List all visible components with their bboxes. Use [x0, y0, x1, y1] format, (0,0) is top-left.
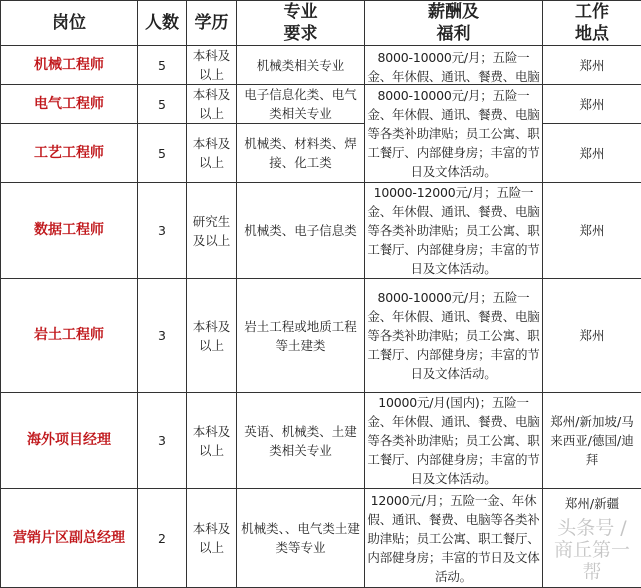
count-cell: 3 — [138, 279, 187, 393]
table-row — [1, 183, 641, 279]
count-cell: 5 — [138, 124, 187, 183]
major-cell: 英语、机械类、土建类相关专业 — [237, 393, 365, 489]
position-cell: 机械工程师 — [1, 46, 138, 85]
salary-text: 8000-10000元/月；五险一金、年休假、通讯、餐费、电脑 — [367, 48, 540, 83]
position-cell: 营销片区副总经理 — [1, 489, 138, 588]
location-cell: 郑州/新加坡/马来西亚/德国/迪拜 — [543, 393, 641, 489]
count-cell: 5 — [138, 46, 187, 85]
table-row — [1, 124, 641, 183]
watermark: 头条号 / 商丘第一帮 — [545, 517, 639, 583]
education-cell: 研究生及以上 — [187, 183, 237, 279]
position-cell: 数据工程师 — [1, 183, 138, 279]
salary-cell — [365, 46, 543, 85]
major-cell: 机械类、、电气类土建类等专业 — [237, 489, 365, 588]
position-cell: 海外项目经理 — [1, 393, 138, 489]
header-education: 学历 — [187, 1, 237, 46]
count-cell: 3 — [138, 183, 187, 279]
header-row — [1, 1, 641, 46]
table-row — [1, 279, 641, 393]
education-cell: 本科及以上 — [187, 85, 237, 124]
major-cell: 岩土工程或地质工程等土建类 — [237, 279, 365, 393]
position-cell: 工艺工程师 — [1, 124, 138, 183]
salary-cell: 12000元/月；五险一金、年休假、通讯、餐费、电脑等各类补助津贴；员工公寓、职工餐厅、内部健身房；丰富的节日及文体活动。 — [365, 489, 543, 588]
salary-cell: 8000-10000元/月；五险一金、年休假、通讯、餐费、电脑等各类补助津贴；员工公寓、职工餐厅、内部健身房；丰富的节日及文体活动。 — [365, 279, 543, 393]
education-cell: 本科及以上 — [187, 124, 237, 183]
header-count: 人数 — [138, 1, 187, 46]
salary-cell: 8000-10000元/月；五险一金、年休假、通讯、餐费、电脑等各类补助津贴；员工公寓、职工餐厅、内部健身房；丰富的节日及文体活动。 — [365, 85, 543, 183]
location-cell: 郑州 — [543, 85, 641, 124]
location-cell: 郑州 — [543, 124, 641, 183]
education-cell: 本科及以上 — [187, 46, 237, 85]
count-cell: 5 — [138, 85, 187, 124]
table-row — [1, 489, 641, 588]
location-cell: 郑州 — [543, 183, 641, 279]
major-cell: 机械类、材料类、焊接、化工类 — [237, 124, 365, 183]
position-cell: 岩土工程师 — [1, 279, 138, 393]
count-cell: 2 — [138, 489, 187, 588]
salary-cell: 10000元/月(国内)；五险一金、年休假、通讯、餐费、电脑等各类补助津贴；员工公寓、职工餐厅、内部健身房；丰富的节日及文体活动。 — [365, 393, 543, 489]
education-cell: 本科及以上 — [187, 489, 237, 588]
header-major: 专业 要求 — [237, 1, 365, 46]
location-cell: 郑州 — [543, 279, 641, 393]
position-cell: 电气工程师 — [1, 85, 138, 124]
salary-cell: 10000-12000元/月；五险一金、年休假、通讯、餐费、电脑等各类补助津贴；员工公寓、职工餐厅、内部健身房；丰富的节日及文体活动。 — [365, 183, 543, 279]
table-row — [1, 393, 641, 489]
education-cell: 本科及以上 — [187, 279, 237, 393]
header-location: 工作 地点 — [543, 1, 641, 46]
major-cell: 机械类相关专业 — [237, 46, 365, 85]
count-cell: 3 — [138, 393, 187, 489]
location-cell: 郑州 — [543, 46, 641, 85]
location-text: 郑州/新疆 — [545, 494, 639, 513]
table-row — [1, 85, 641, 124]
table-row — [1, 46, 641, 85]
location-cell — [543, 489, 641, 588]
major-cell: 机械类、电子信息类 — [237, 183, 365, 279]
header-position: 岗位 — [1, 1, 138, 46]
header-salary: 薪酬及 福利 — [365, 1, 543, 46]
major-cell: 电子信息化类、电气类相关专业 — [237, 85, 365, 124]
education-cell: 本科及以上 — [187, 393, 237, 489]
